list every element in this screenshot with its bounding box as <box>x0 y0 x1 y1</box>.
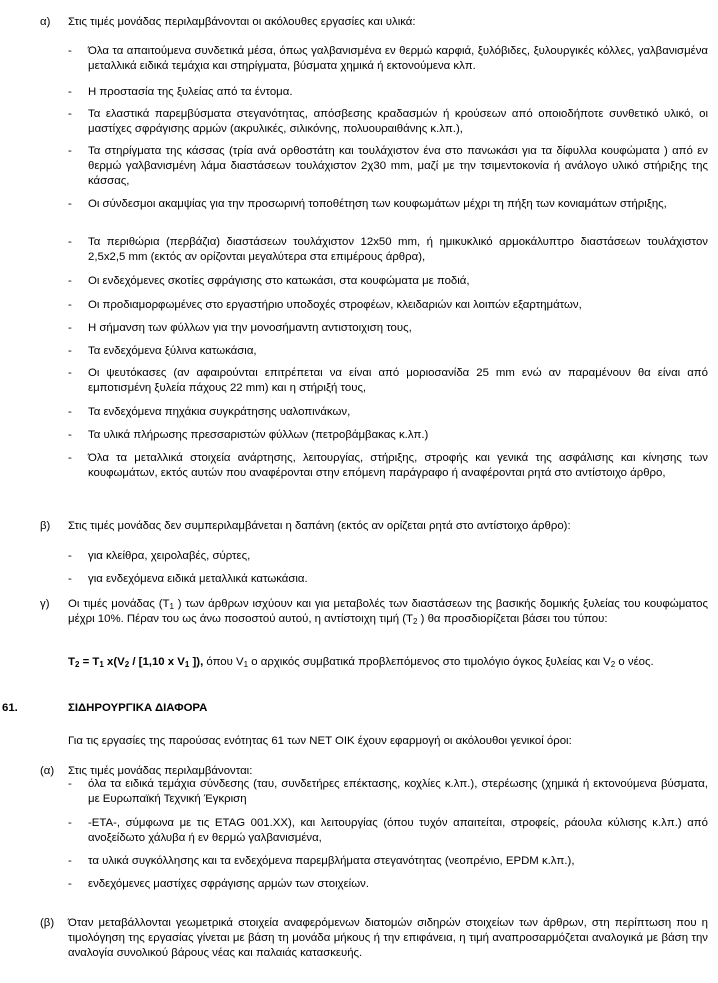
list-dash: - <box>68 406 72 418</box>
list-dash: - <box>68 236 72 248</box>
section-61-title: ΣΙΔΗΡΟΥΡΓΙΚΑ ΔΙΑΦΟΡΑ <box>68 702 208 714</box>
list-item: Οι σύνδεσμοι ακαμψίας για την προσωρινή τοποθέτηση των κουφωμάτων μέχρι τη πήξη των κονιαμάτων στήριξης, <box>88 198 667 210</box>
list-item: ενδεχόμενες μαστίχες σφράγισης αρμών των στοιχείων. <box>88 878 369 890</box>
list-dash: - <box>68 198 72 210</box>
list-item: για κλείθρα, χειρολαβές, σύρτες, <box>88 550 251 562</box>
list-item: Τα στηρίγματα της κάσσας (τρία ανά ορθοστάτη και τουλάχιστον ένα στο πανωκάσι για τα δίφυλλα κουφώματα ) από εν θερμώ γαλβανισμένη λάμα διαστάσεων τουλάχιστον 2χ30 mm, μαζί με την τσιμεντοκονία ή ανάλογο υλικό στήριξης της κάσσας, <box>88 145 708 187</box>
list-dash: - <box>68 345 72 357</box>
list-dash: - <box>68 452 72 464</box>
list-item: Η σήμανση των φύλλων για την μονοσήμαντη αντιστοιχιση τους, <box>88 322 412 334</box>
list-item: τα υλικά συγκόλλησης και τα ενδεχόμενα παρεμβλήματα στεγανότητας (νεοπρένιο, EPDM κ.λπ.), <box>88 855 575 867</box>
section-a-intro: Στις τιμές μονάδας περιλαμβάνονται οι ακόλουθες εργασίες και υλικά: <box>68 16 416 28</box>
list-dash: - <box>68 367 72 379</box>
list-dash: - <box>68 45 72 57</box>
list-dash: - <box>68 855 72 867</box>
list-dash: - <box>68 86 72 98</box>
list-dash: - <box>68 573 72 585</box>
list-dash: - <box>68 275 72 287</box>
list-dash: - <box>68 878 72 890</box>
section-b-marker: β) <box>40 520 51 532</box>
list-dash: - <box>68 550 72 562</box>
list-item: όλα τα ειδικά τεμάχια σύνδεσης (ταυ, συνδετήρες επέκτασης, κοχλίες κ.λπ.), στερέωσης (χημικά ή εκτονούμενα βύσματα, με Ευρωπαϊκή Τεχνική Έγκριση <box>88 778 708 805</box>
list-item: Τα υλικά πλήρωσης πρεσσαριστών φύλλων (πετροβάμβακας κ.λπ.) <box>88 429 429 441</box>
list-item: Οι ψευτόκασες (αν αφαιρούνται επιτρέπεται να είναι από μοριοσανίδα 25 mm ενώ αν παραμένουν θα είναι από εμποτισμένη ξυλεία πάχους 22 mm) και η στήριξή τους, <box>88 367 708 394</box>
list-item: -ΕΤΑ-, σύμφωνα με τις ETAG 001.XX), και λειτουργίας (όπου τυχόν απαιτείται, στροφείς, ράουλα κύλισης κ.λπ.) από ανοξείδωτο χάλυβα ή εν θερμώ γαλβανισμένα, <box>88 817 708 844</box>
formula-paragraph: $T_2 = T_1$ $x(V_2 / [1,10$ x $V_1$ ]), όπου $V_1$ ο αρχικός συμβατικά προβλεπόμενος στο τιμολόγιο όγκος ξυλείας και $V_2$ ο νέος. <box>68 656 654 669</box>
list-dash: - <box>68 817 72 829</box>
list-item: για ενδεχόμενα ειδικά μεταλλικά κατωκάσια. <box>88 573 308 585</box>
section-61-intro: Για τις εργασίες της παρούσας ενότητας 61 των ΝΕΤ ΟΙΚ έχουν εφαρμογή οι ακόλουθοι γενικοί όροι: <box>68 735 572 747</box>
section-61-number: 61. <box>2 702 18 714</box>
list-item: Οι προδιαμορφωμένες στο εργαστήριο υποδοχές στροφέων, κλειδαριών και λοιπών εξαρτημάτων, <box>88 299 582 311</box>
list-dash: - <box>68 299 72 311</box>
section-c-paragraph: Οι τιμές μονάδας ($T_1$ ) των άρθρων ισχύουν και για μεταβολές των διαστάσεων της βασικής δομικής ξυλείας του κουφώματος μέχρι 10%. Πέραν του ως άνω ποσοστού αυτού, η αντίστοιχη τιμή ($T_2$ ) θα προσδιορίζεται βάσει του τύπου: <box>68 598 709 626</box>
section-b-intro: Στις τιμές μονάδας δεν συμπεριλαμβάνεται η δαπάνη (εκτός αν ορίζεται ρητά στο αντίστοιχο άρθρο): <box>68 520 571 532</box>
list-dash: - <box>68 108 72 120</box>
list-item: Όλα τα απαιτούμενα συνδετικά μέσα, όπως γαλβανισμένα εν θερμώ καρφιά, ξυλόβιδες, ξυλουργικές κόλλες, γαλβανισμένα μεταλλικά ειδικά τεμάχια και στηρίγματα, βύσματα χημικά ή εκτονούμενα κλπ. <box>88 45 708 72</box>
list-item: Η προστασία της ξυλείας από τα έντομα. <box>88 86 293 98</box>
list-dash: - <box>68 322 72 334</box>
list-item: Οι ενδεχόμενες σκοτίες σφράγισης στο κατωκάσι, στα κουφώματα με ποδιά, <box>88 275 470 287</box>
section-c-marker: γ) <box>40 598 50 610</box>
section-a-marker: α) <box>40 16 51 28</box>
section-61-b-text: Όταν μεταβάλλονται γεωμετρικά στοιχεία αναφερόμενων διατομών σιδηρών στοιχείων των άρθρων, στη περίπτωση που η τιμολόγηση της εργασίας γίνεται με βάση τη μονάδα μήκους ή την επιφάνεια, η τιμή αναπροσαρμόζεται αναλογικά με βάση την αναλογία συνολικού βάρους νέας και παλαιάς κατασκευής. <box>68 917 708 959</box>
list-item: Τα ελαστικά παρεμβύσματα στεγανότητας, απόσβεσης κραδασμών ή κρούσεων από οποιοδήποτε συνθετικό υλικό, οι μαστίχες σφράγισης αρμών (ακρυλικές, σιλικόνης, πολυουραιθάνης κ.λπ.), <box>88 108 708 135</box>
section-61-a-intro: Στις τιμές μονάδας περιλαμβάνονται: <box>68 765 253 777</box>
list-dash: - <box>68 429 72 441</box>
list-item: Τα ενδεχόμενα ξύλινα κατωκάσια, <box>88 345 257 357</box>
list-item: Τα ενδεχόμενα πηχάκια συγκράτησης υαλοπινάκων, <box>88 406 351 418</box>
section-61-a-marker: (α) <box>40 765 55 777</box>
list-item: Τα περιθώρια (περβάζια) διαστάσεων τουλάχιστον 12x50 mm, ή ημικυκλικό αρμοκάλυπτρο διαστάσεων τουλάχιστον 2,5x2,5 mm (εκτός αν ορίζονται μεγαλύτερα στα επιμέρους άρθρα), <box>88 236 708 263</box>
list-item: Όλα τα μεταλλικά στοιχεία ανάρτησης, λειτουργίας, στήριξης, στροφής και γενικά της ασφάλισης και κίνησης των κουφωμάτων, εκτός αυτών που αναφέρονται στην επόμενη παράγραφο ή αναφέρονται ρητά στο αντίστοιχο άρθρο, <box>88 452 708 479</box>
section-61-b-marker: (β) <box>40 917 55 929</box>
list-dash: - <box>68 145 72 157</box>
list-dash: - <box>68 778 72 790</box>
